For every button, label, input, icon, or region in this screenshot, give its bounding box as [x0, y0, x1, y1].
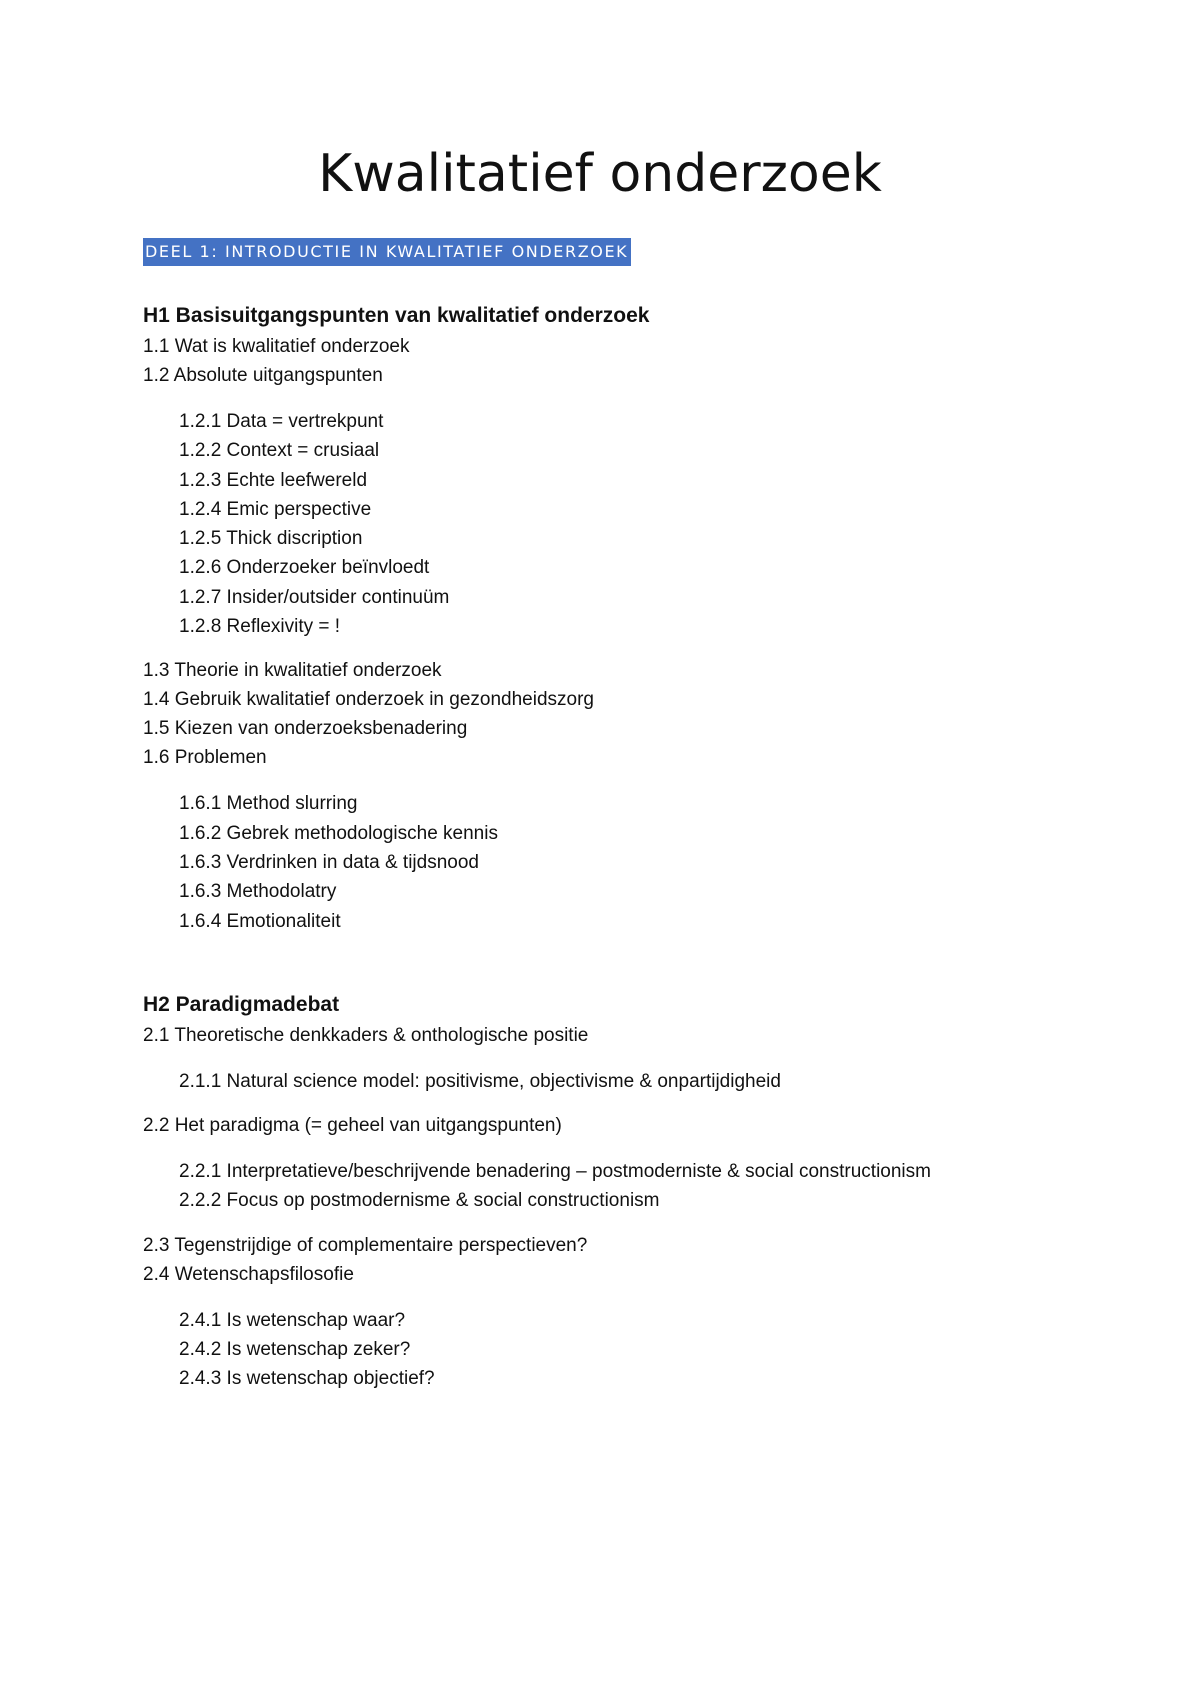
section-heading: 2.2 Het paradigma (= geheel van uitgangspunten): [143, 1115, 562, 1137]
subsection-item: 1.6.1 Method slurring: [179, 793, 358, 815]
section-heading: 1.6 Problemen: [143, 747, 267, 769]
part-heading: DEEL 1: INTRODUCTIE IN KWALITATIEF ONDERZOEK: [143, 238, 631, 266]
table-of-contents: [143, 300, 1143, 1409]
subsection-item: 1.6.3 Verdrinken in data & tijdsnood: [179, 851, 479, 873]
section-heading: 1.2 Absolute uitgangspunten: [143, 365, 383, 386]
chapter-heading: H2 Paradigmadebat: [143, 992, 340, 1016]
document-title: Kwalitatief onderzoek: [318, 144, 882, 204]
subsection-item: 2.2.2 Focus op postmodernisme & social constructionism: [179, 1190, 660, 1212]
section-heading: 1.5 Kiezen van onderzoeksbenadering: [143, 718, 468, 740]
subsection-item: 1.2.7 Insider/outsider continuüm: [179, 586, 450, 608]
subsection-item: 2.1.1 Natural science model: positivisme, objectivisme & onpartijdigheid: [179, 1070, 781, 1092]
subsection-item: 1.6.3 Methodolatry: [179, 881, 337, 903]
subsection-list: [179, 1067, 1143, 1096]
subsection-item: 1.2.6 Onderzoeker beïnvloedt: [179, 557, 430, 579]
subsection-item: 1.2.1 Data = vertrekpunt: [179, 411, 384, 432]
chapter-heading: H1 Basisuitgangspunten van kwalitatief onderzoek: [143, 304, 650, 327]
subsection-list: [179, 789, 1143, 935]
subsection-item: 2.4.2 Is wetenschap zeker?: [179, 1339, 411, 1361]
subsection-item: 1.6.2 Gebrek methodologische kennis: [179, 822, 498, 844]
subsection-item: 1.2.5 Thick discription: [179, 528, 363, 550]
section-heading: 2.1 Theoretische denkkaders & onthologische positie: [143, 1024, 589, 1046]
subsection-list: [179, 1157, 1143, 1216]
subsection-item: 1.2.4 Emic perspective: [179, 498, 372, 520]
subsection-list: [179, 407, 1143, 641]
subsection-item: 1.2.2 Context = crusiaal: [179, 440, 380, 462]
subsection-item: 1.2.8 Reflexivity = !: [179, 616, 341, 638]
section-heading: 2.4 Wetenschapsfilosofie: [143, 1263, 354, 1285]
section-heading: 1.3 Theorie in kwalitatief onderzoek: [143, 660, 442, 682]
subsection-item: 1.6.4 Emotionaliteit: [179, 910, 341, 932]
section-heading: 1.1 Wat is kwalitatief onderzoek: [143, 336, 410, 357]
section-heading: 2.3 Tegenstrijdige of complementaire perspectieven?: [143, 1234, 588, 1256]
chapter-spacer: [143, 951, 1143, 989]
subsection-list: [179, 1306, 1143, 1394]
subsection-item: 2.4.3 Is wetenschap objectief?: [179, 1368, 435, 1390]
subsection-item: 1.2.3 Echte leefwereld: [179, 469, 368, 491]
subsection-item: 2.2.1 Interpretatieve/beschrijvende benadering – postmoderniste & social constructionism: [179, 1161, 931, 1183]
subsection-item: 2.4.1 Is wetenschap waar?: [179, 1309, 406, 1331]
section-heading: 1.4 Gebruik kwalitatief onderzoek in gezondheidszorg: [143, 689, 594, 711]
